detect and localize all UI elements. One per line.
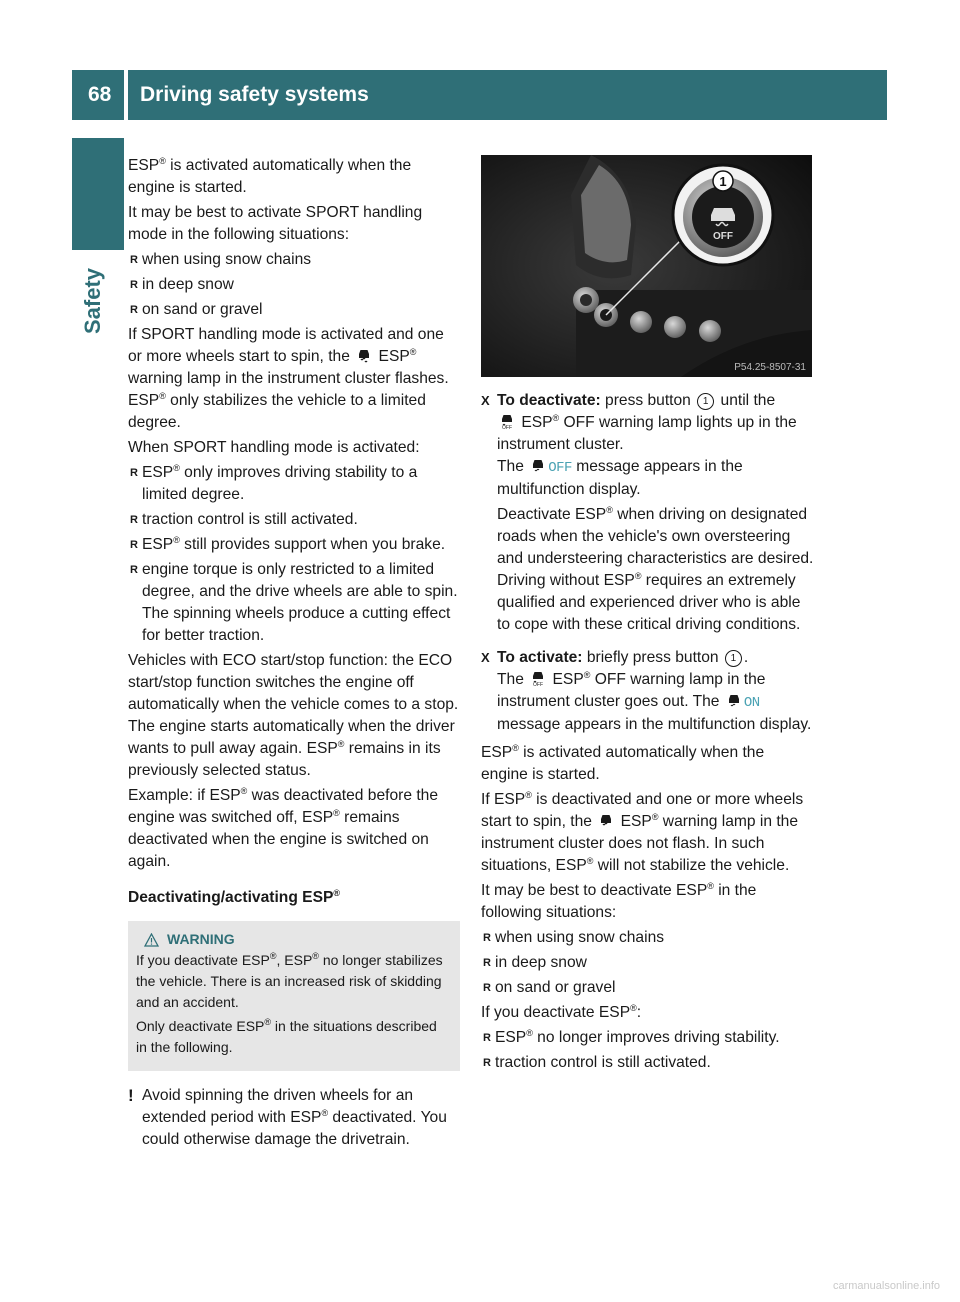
- esp-off-icon: [499, 413, 515, 429]
- esp-off-button-photo: [481, 155, 812, 377]
- esp-display-icon: [530, 457, 546, 473]
- paragraph: ESP® is activated automatically when the engine is started.: [128, 156, 412, 196]
- paragraph: It may be best to activate SPORT handling mode in the following situations:: [128, 204, 423, 243]
- instruction-step: X To activate: briefly press button 1 . The OFF ESP® OFF warning lamp in the instrument cluster goes out. The ON message appears in the multifunction display.: [481, 647, 815, 736]
- list-item: R ESP® still provides support when you brake.: [128, 534, 460, 556]
- list-item: R traction control is still activated.: [128, 509, 460, 531]
- esp-display-icon: [726, 692, 742, 708]
- paragraph: It may be best to deactivate ESP® in the following situations:: [481, 881, 757, 921]
- photo-illustration: [481, 155, 812, 377]
- list-item: R on sand or gravel: [128, 299, 460, 321]
- esp-off-icon: [530, 670, 546, 686]
- warning-title: WARNING: [136, 929, 450, 950]
- list-item: R when using snow chains: [128, 249, 460, 271]
- paragraph: If ESP® is deactivated and one or more wheels start to spin, the ESP® warning lamp in the instrument cluster does not flash. In such situations, ESP® will not stabilize the vehicle.: [481, 790, 804, 874]
- page-number: 68: [88, 83, 112, 106]
- callout-ref-1: 1: [697, 393, 714, 410]
- warning-box: [128, 921, 460, 1071]
- esp-warning-icon: [356, 347, 372, 363]
- paragraph: Deactivate ESP® when driving on designated roads when the vehicle's own oversteering and understeering characteristics are desired. Driving without ESP® requires an extremely qualified and experienced driver who is able to cope with these critical driving conditions.: [497, 505, 814, 633]
- button-off-text: OFF: [713, 231, 733, 242]
- right-column: [481, 390, 815, 1077]
- paragraph: ESP® is activated automatically when the engine is started.: [481, 743, 765, 783]
- side-tab-block: [72, 138, 124, 250]
- warning-triangle-icon: [144, 933, 159, 947]
- figure-reference: P54.25-8507-31: [734, 362, 806, 373]
- paragraph: When SPORT handling mode is activated:: [128, 439, 420, 456]
- esp-warning-icon: [598, 812, 614, 828]
- caution-note: ! Avoid spinning the driven wheels for an extended period with ESP® deactivated. You could otherwise damage the drivetrain.: [128, 1086, 447, 1148]
- list-item: R when using snow chains: [481, 927, 815, 949]
- header-divider: [124, 70, 128, 120]
- instruction-step: X To deactivate: press button 1 until the OFF ESP® OFF warning lamp lights up in the instrument cluster. The OFF message appears in the multifunction display. Deactivate ESP® when driving on designated roads when the vehicle's own oversteering and understeering characteristics are desired. Driving without ESP® requires an extremely qualified and experienced driver who is able to cope with these critical driving conditions.: [481, 390, 815, 636]
- side-tab-label: Safety: [80, 267, 105, 334]
- subheading: Deactivating/activating ESP®: [128, 888, 341, 906]
- list-item: R ESP® only improves driving stability to a limited degree.: [128, 462, 460, 506]
- list-item: R in deep snow: [128, 274, 460, 296]
- warning-text: If you deactivate ESP®, ESP® no longer stabilizes the vehicle. There is an increased risk of skidding and an accident.: [136, 951, 443, 1010]
- watermark: carmanualsonline.info: [832, 1280, 940, 1292]
- callout-1: 1: [719, 174, 727, 189]
- paragraph: Vehicles with ECO start/stop function: the ECO start/stop function switches the engine off automatically when the vehicle comes to a stop. The engine starts automatically when the driver wants to pull away again. ESP® remains in its previously selected status.: [128, 652, 459, 779]
- list-item: R in deep snow: [481, 952, 815, 974]
- list-item: R traction control is still activated.: [481, 1052, 815, 1074]
- list-item: R ESP® no longer improves driving stability.: [481, 1027, 815, 1049]
- warning-text: Only deactivate ESP® in the situations described in the following.: [136, 1017, 437, 1055]
- callout-ref-1: 1: [725, 650, 742, 667]
- paragraph: If SPORT handling mode is activated and one or more wheels start to spin, the ESP® warning lamp in the instrument cluster flashes. ESP® only stabilizes the vehicle to a limited degree.: [128, 326, 449, 431]
- list-item: R on sand or gravel: [481, 977, 815, 999]
- paragraph: If you deactivate ESP®:: [481, 1003, 642, 1021]
- list-item: R engine torque is only restricted to a limited degree, and the drive wheels are able to spin. The spinning wheels produce a cutting effect for better traction.: [128, 559, 460, 647]
- paragraph: Example: if ESP® was deactivated before the engine was switched off, ESP® remains deactivated when the engine is switched on again.: [128, 786, 439, 870]
- section-title: Driving safety systems: [140, 83, 369, 106]
- svg-text:OFF: OFF: [502, 425, 512, 429]
- svg-text:OFF: OFF: [533, 682, 544, 686]
- left-column: [128, 155, 460, 1151]
- exclamation-icon: !: [128, 1086, 134, 1105]
